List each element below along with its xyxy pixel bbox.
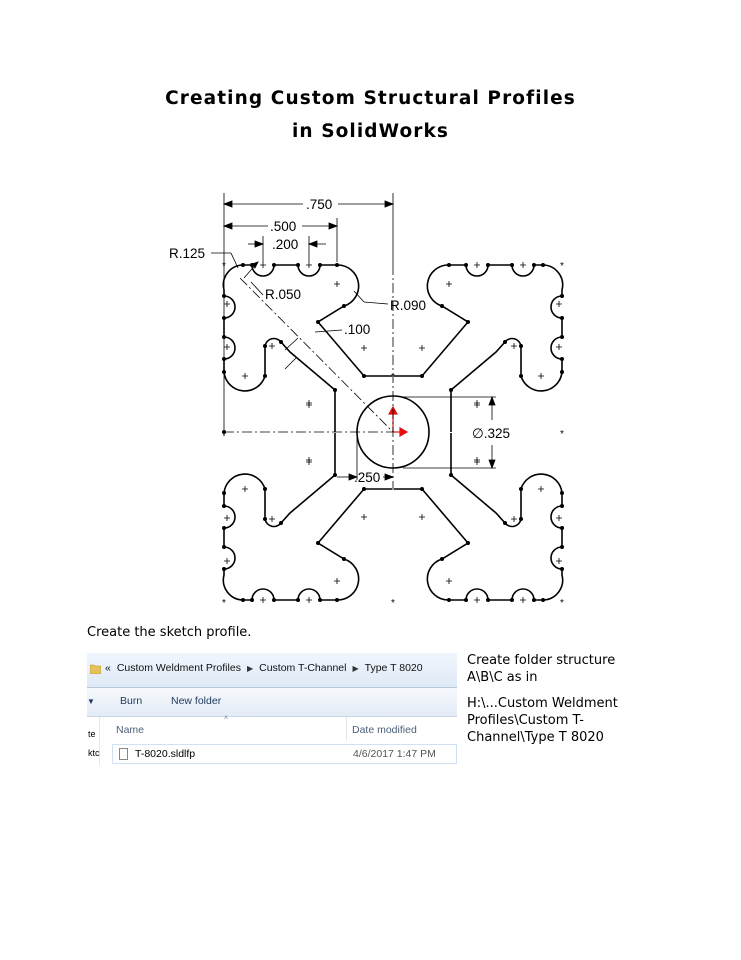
sort-up-icon: ˄ [224, 715, 229, 722]
dim-500: .500 [270, 219, 297, 234]
column-header-date-modified[interactable]: Date modified [352, 724, 417, 736]
dim-100: .100 [344, 322, 371, 337]
burn-button[interactable]: Burn [120, 695, 143, 707]
explorer-toolbar [87, 688, 457, 717]
svg-text:*: * [222, 261, 226, 272]
dim-r090: R.090 [390, 298, 427, 313]
dim-diameter-325: ∅.325 [472, 426, 511, 441]
file-date-modified: 4/6/2017 1:47 PM [353, 748, 436, 760]
svg-text:*: * [560, 429, 564, 440]
chevron-right-icon[interactable]: ▶ [246, 663, 254, 673]
dim-r125: R.125 [169, 246, 206, 261]
svg-text:*: * [560, 261, 564, 272]
svg-text:*: * [391, 372, 395, 383]
breadcrumb-item-custom-weldment-profiles[interactable]: Custom Weldment Profiles [116, 662, 241, 674]
nav-pane-item[interactable]: ktc [88, 748, 100, 758]
chevron-right-icon[interactable]: ▶ [352, 663, 359, 673]
navigation-pane-truncated [87, 717, 100, 765]
document-title-line2: in SolidWorks [291, 121, 450, 142]
file-row[interactable] [112, 744, 457, 764]
file-list [87, 717, 457, 765]
dim-250: .250 [354, 470, 381, 485]
chevron-down-icon[interactable]: ▼ [87, 697, 95, 706]
profile-sketch-drawing [160, 185, 580, 610]
side-note-folder-structure: Create folder structure A\B\C as in [467, 653, 616, 685]
file-explorer-screenshot [87, 653, 457, 765]
new-folder-button[interactable]: New folder [171, 695, 222, 707]
breadcrumb-item-custom-t-channel[interactable]: Custom T-Channel [259, 662, 347, 674]
column-header-name[interactable]: Name [116, 724, 145, 736]
address-bar[interactable] [87, 653, 457, 688]
dim-750: .750 [306, 197, 333, 212]
centerlines [224, 265, 393, 490]
file-name: T-8020.sldlfp [135, 748, 196, 760]
document-title-line1: Creating Custom Structural Profiles [165, 88, 576, 109]
file-icon [119, 748, 128, 760]
svg-text:*: * [560, 598, 564, 609]
svg-text:*: * [222, 598, 226, 609]
profile-quadrant-top-left [222, 262, 392, 463]
dim-200: .200 [272, 237, 299, 252]
breadcrumb-item-type-t-8020[interactable]: Type T 8020 [364, 662, 423, 674]
folder-icon [90, 663, 101, 674]
dim-r050: R.050 [265, 287, 302, 302]
sketch-caption: Create the sketch profile. [87, 625, 252, 640]
side-note-path: H:\...Custom Weldment Profiles\Custom T-Channel\Type T 8020 [467, 696, 618, 745]
svg-text:*: * [391, 598, 395, 609]
nav-pane-item[interactable]: te [88, 729, 96, 739]
breadcrumb-prefix[interactable]: « [105, 662, 111, 674]
